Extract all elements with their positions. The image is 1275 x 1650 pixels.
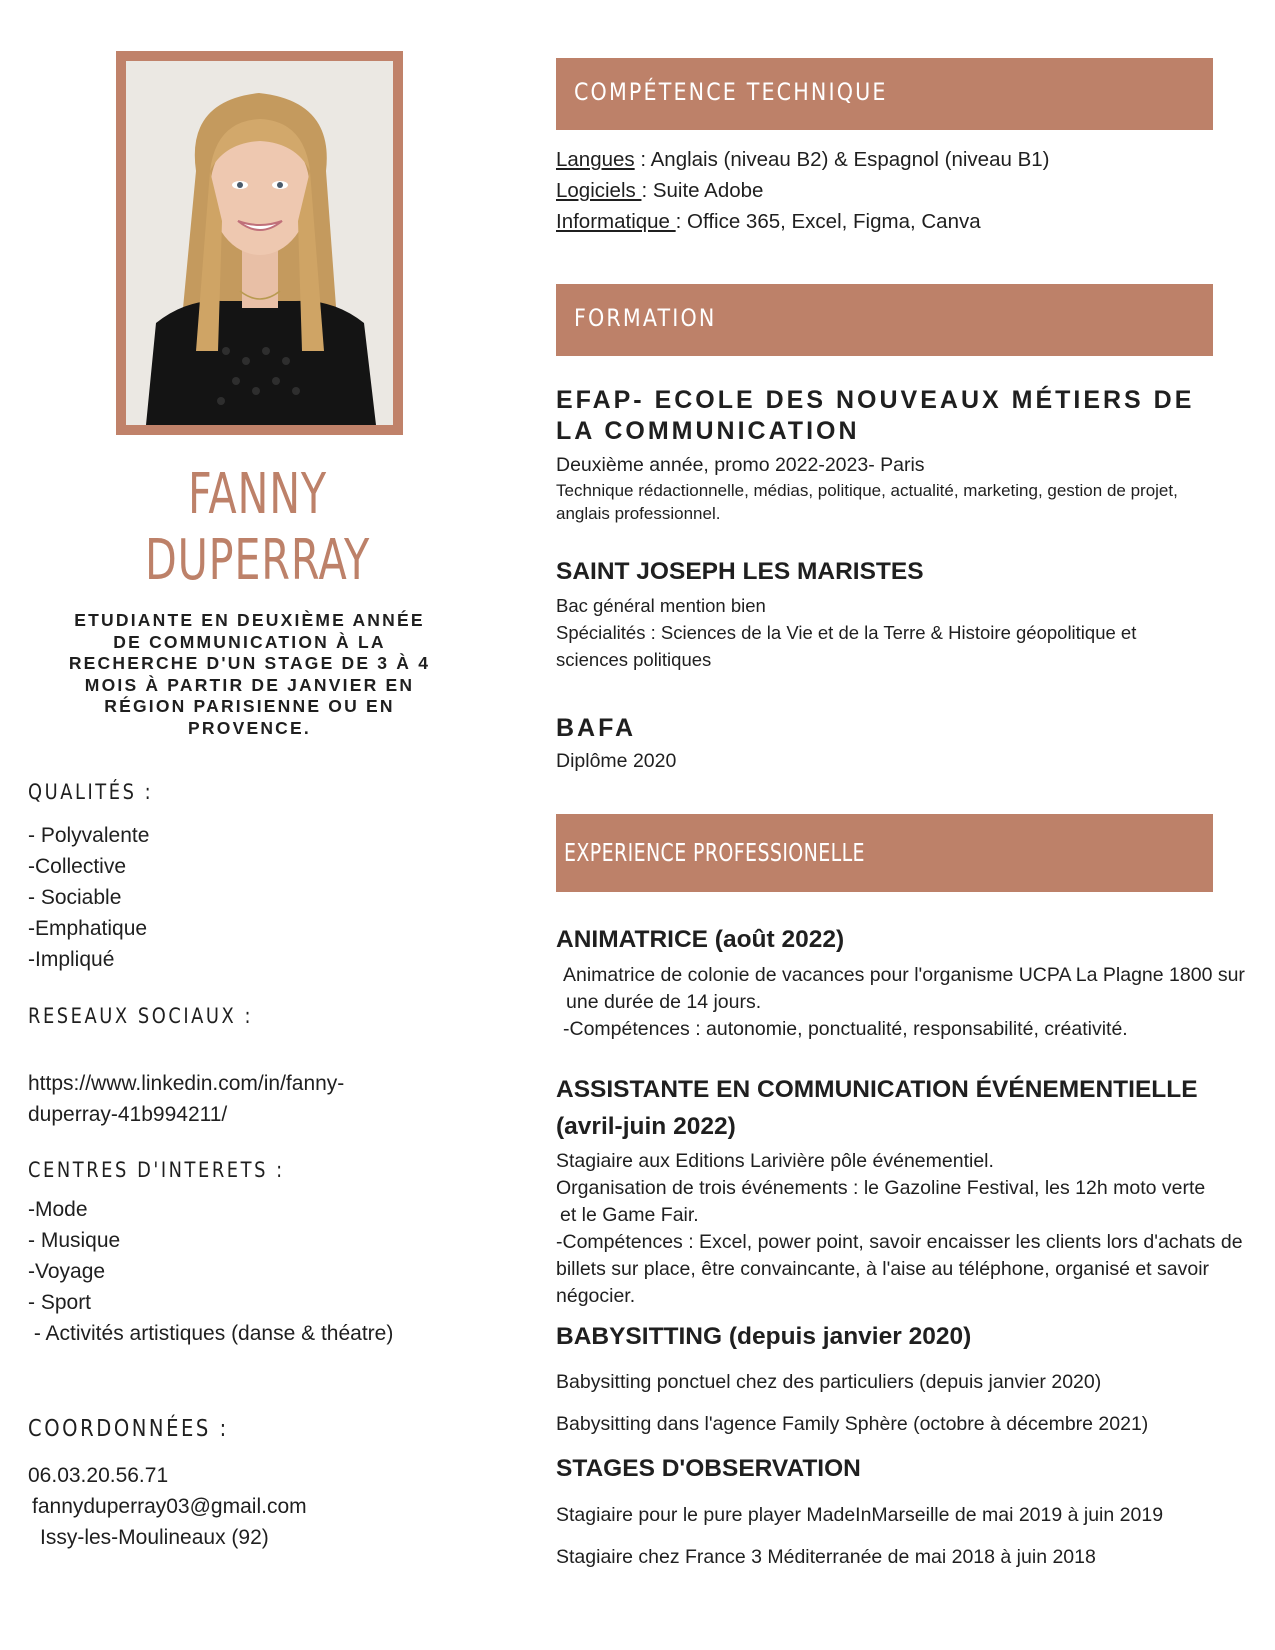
babysitting-title: BABYSITTING (depuis janvier 2020) [556,1323,972,1350]
skill-languages [556,148,1049,172]
interests-heading: CENTRES D'INTERETS : [28,1158,285,1182]
qualities-list [28,820,149,975]
list-item: - Sociable [28,886,122,909]
education-banner [556,284,1213,356]
it-label: Informatique [556,210,676,233]
babysitting-line-2: Babysitting dans l'agence Family Sphère (octobre à décembre 2021) [556,1413,1149,1435]
assistante-line-1: Stagiaire aux Editions Larivière pôle événementiel. [556,1150,994,1172]
profile-photo [126,61,393,425]
qualities-heading: QUALITÉS : [28,780,154,804]
portrait-illustration [126,61,393,425]
city: Issy-les-Moulineaux (92) [40,1526,269,1549]
animatrice-line-1: Animatrice de colonie de vacances pour l'organisme UCPA La Plagne 1800 sur [563,964,1245,986]
list-item: -Collective [28,855,127,878]
skills-banner [556,58,1213,130]
interests-list [28,1194,393,1349]
social-heading: RESEAUX SOCIAUX : [28,1004,254,1028]
list-item: - Activités artistiques (danse & théatre) [28,1322,394,1345]
skill-software [556,179,763,203]
assistante-line-4: -Compétences : Excel, power point, savoir encaisser les clients lors d'achats de [556,1231,1243,1253]
assistante-line-6: négocier. [556,1285,636,1307]
software-label: Logiciels [556,179,642,202]
saint-joseph-line-3: sciences politiques [556,649,712,670]
education-heading: FORMATION [574,304,717,332]
contact-heading: COORDONNÉES : [28,1416,229,1442]
efap-detail: Technique rédactionnelle, médias, politique, actualité, marketing, gestion de projet, anglais professionnel. [556,481,1178,523]
languages-value: : Anglais (niveau B2) & Espagnol (niveau B1) [634,148,1050,171]
bafa-title: BAFA [556,714,637,742]
skills-heading: COMPÉTENCE TECHNIQUE [574,78,888,106]
list-item: - Musique [28,1229,121,1252]
efap-year: Deuxième année, promo 2022-2023- Paris [556,454,925,476]
list-item: -Mode [28,1198,88,1221]
efap-title-line-2: LA COMMUNICATION [556,417,860,445]
list-item: -Impliqué [28,948,115,971]
profile-tagline: ETUDIANTE EN DEUXIÈME ANNÉE DE COMMUNICATION À LA RECHERCHE D'UN STAGE DE 3 À 4 MOIS À PARTIR DE JANVIER EN RÉGION PARISIENNE OU EN PROVENCE. [68,610,431,738]
stages-title: STAGES D'OBSERVATION [556,1455,861,1482]
list-item: -Emphatique [28,917,148,940]
list-item: - Sport [28,1291,92,1314]
stages-line-1: Stagiaire pour le pure player MadeInMarseille de mai 2019 à juin 2019 [556,1504,1164,1526]
animatrice-line-2: une durée de 14 jours. [566,991,762,1013]
software-value: : Suite Adobe [641,179,764,202]
languages-label: Langues [556,148,635,171]
linkedin-link[interactable] [28,1068,344,1130]
experience-banner [556,814,1213,892]
saint-joseph-title: SAINT JOSEPH LES MARISTES [556,558,924,585]
babysitting-line-1: Babysitting ponctuel chez des particuliers (depuis janvier 2020) [556,1371,1102,1393]
contact-block [28,1460,307,1553]
bafa-line: Diplôme 2020 [556,750,677,772]
assistante-line-5: billets sur place, être convaincante, à l'aise au téléphone, organisé et savoir [556,1258,1210,1280]
list-item: -Voyage [28,1260,106,1283]
assistante-title-line-1: ASSISTANTE EN COMMUNICATION ÉVÉNEMENTIELLE [556,1076,1198,1103]
efap-title-line-1: EFAP- ECOLE DES NOUVEAUX MÉTIERS DE [556,386,1195,414]
phone-number[interactable]: 06.03.20.56.71 [28,1464,169,1487]
linkedin-url-line-1[interactable]: https://www.linkedin.com/in/fanny- [28,1072,345,1095]
profile-photo-frame [116,51,403,435]
last-name: DUPERRAY [144,528,371,593]
first-name: FANNY [188,462,327,527]
it-value: : Office 365, Excel, Figma, Canva [675,210,981,233]
animatrice-line-3: -Compétences : autonomie, ponctualité, responsabilité, créativité. [563,1018,1128,1040]
stages-line-2: Stagiaire chez France 3 Méditerranée de mai 2018 à juin 2018 [556,1546,1096,1568]
assistante-line-3: et le Game Fair. [560,1204,699,1226]
email-address[interactable]: fannyduperray03@gmail.com [32,1495,307,1518]
saint-joseph-line-2: Spécialités : Sciences de la Vie et de la Terre & Histoire géopolitique et [556,622,1137,643]
linkedin-url-line-2[interactable]: duperray-41b994211/ [28,1103,228,1126]
assistante-line-2: Organisation de trois événements : le Gazoline Festival, les 12h moto verte [556,1177,1206,1199]
experience-heading: EXPERIENCE PROFESSIONELLE [564,838,865,867]
assistante-title-line-2: (avril-juin 2022) [556,1113,736,1140]
saint-joseph-line-1: Bac général mention bien [556,595,766,616]
list-item: - Polyvalente [28,824,150,847]
skill-it [556,210,981,234]
animatrice-title: ANIMATRICE (août 2022) [556,926,845,953]
